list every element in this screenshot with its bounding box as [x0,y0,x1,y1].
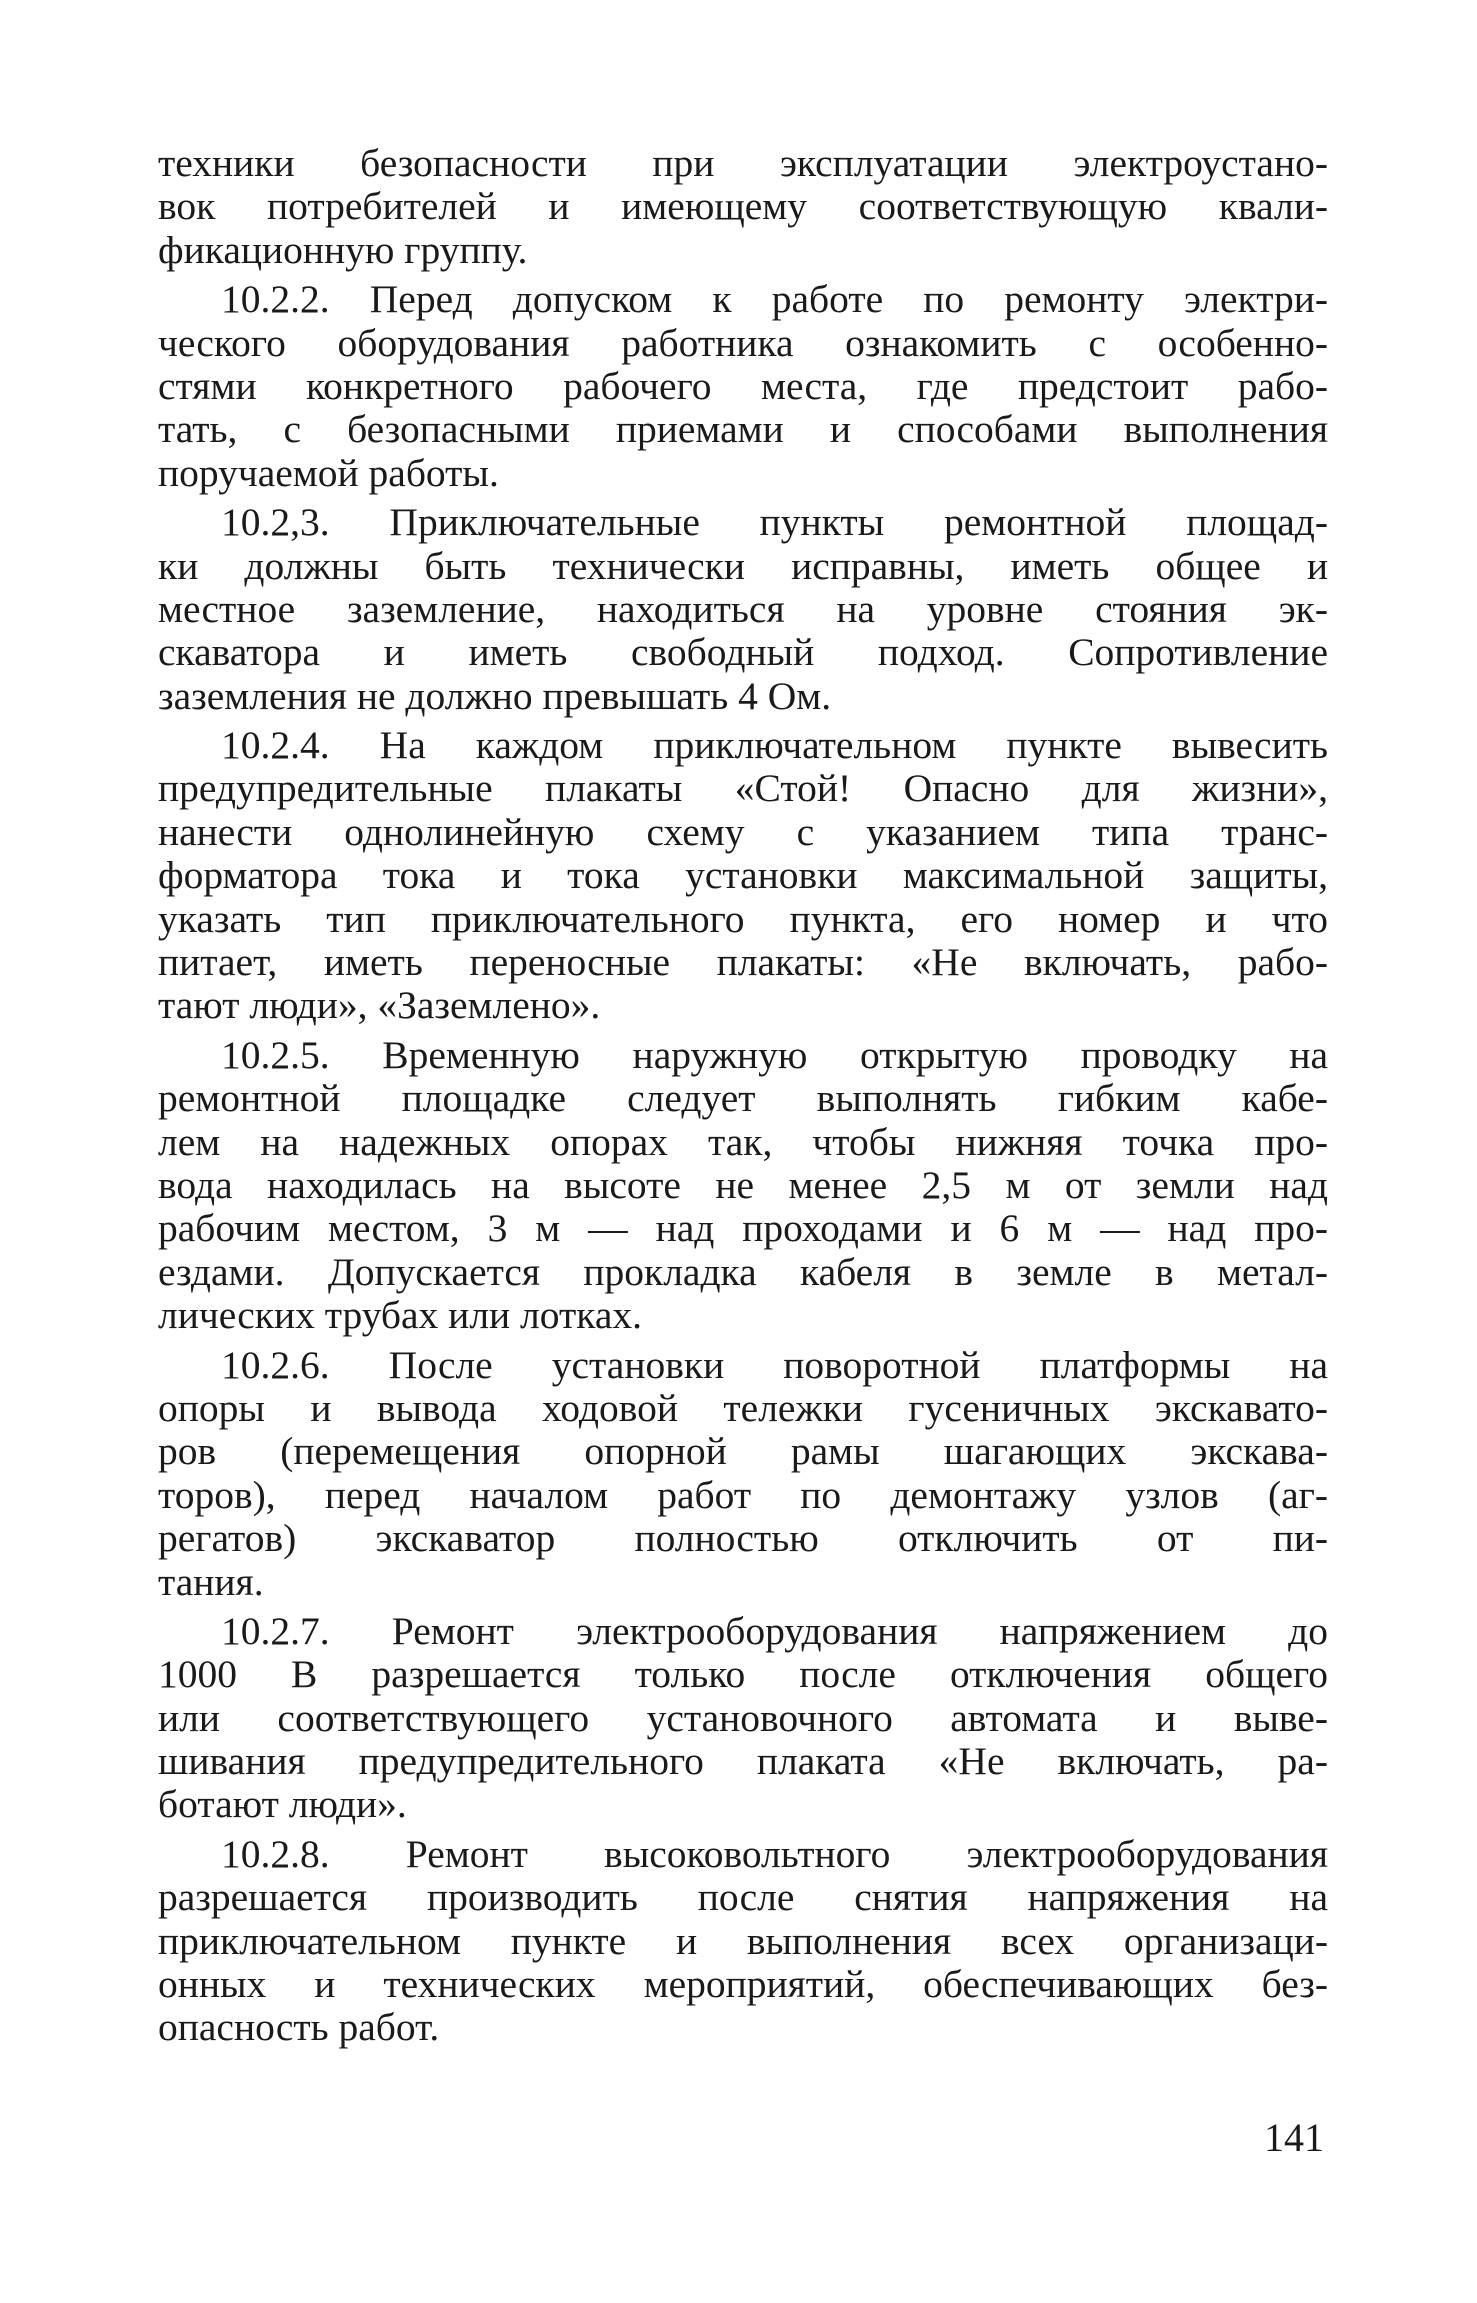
text-line: скаватора и иметь свободный подход. Сопротивление [158,630,1328,675]
text-line: рабочим местом, 3 м — над проходами и 6 м — над про- [158,1206,1328,1251]
paragraph-10-2-3 [158,501,1328,718]
paragraph-10-2-8 [158,1833,1328,2050]
text-line: местное заземление, находиться на уровне стояния эк- [158,586,1328,631]
text-line: торов), перед началом работ по демонтажу узлов (аг- [158,1472,1328,1517]
text-line: 10.2.4. На каждом приключательном пункте вывесить [221,723,1328,768]
text-line: 10.2.8. Ремонт высоковольтного электрооборудования [221,1831,1328,1876]
text-line: тания. [158,1559,264,1604]
text-line: приключательном пункте и выполнения всех организаци- [158,1918,1328,1963]
text-line: вода находилась на высоте не менее 2,5 м от земли над [158,1162,1328,1207]
paragraph-10-2-7 [158,1610,1328,1827]
text-line: 10.2.6. После установки поворотной платформы на [221,1342,1328,1387]
body-text [158,142,1328,2050]
paragraph-10-2-2 [158,278,1328,495]
text-line: вок потребителей и имеющему соответствующую квали- [158,184,1328,229]
text-line: 10.2.7. Ремонт электрооборудования напряжением до [221,1608,1328,1653]
text-line: ремонтной площадке следует выполнять гибким кабе- [158,1076,1328,1121]
text-line: предупредительные плакаты «Стой! Опасно для жизни», [158,766,1328,811]
paragraph-10-2-4 [158,724,1328,1028]
text-line: 10.2.2. Перед допуском к работе по ремонту электри- [221,277,1328,322]
text-line: тать, с безопасными приемами и способами выполнения [158,407,1328,452]
text-line: нанести однолинейную схему с указанием типа транс- [158,809,1328,854]
text-line: 10.2,3. Приключательные пункты ремонтной площад- [221,500,1328,545]
paragraph-10-2-6 [158,1344,1328,1604]
text-line: заземления не должно превышать 4 Ом. [158,673,832,718]
paragraph-continued [158,142,1328,272]
text-line: или соответствующего установочного автомата и выве- [158,1695,1328,1740]
text-line: ездами. Допускается прокладка кабеля в земле в метал- [158,1249,1328,1294]
text-line: шивания предупредительного плаката «Не включать, ра- [158,1739,1328,1784]
text-line: 1000 В разрешается только после отключения общего [158,1652,1328,1697]
text-line: форматора тока и тока установки максимальной защиты, [158,853,1328,898]
text-line: ботают люди». [158,1782,407,1827]
text-line: ки должны быть технически исправны, иметь общее и [158,543,1328,588]
text-line: опасность работ. [158,2005,440,2050]
text-line: лем на надежных опорах так, чтобы нижняя точка про- [158,1119,1328,1164]
page-number: 141 [1264,2115,1324,2160]
text-line: ческого оборудования работника ознакомить с особенно- [158,320,1328,365]
text-line: 10.2.5. Временную наружную открытую проводку на [221,1032,1328,1077]
text-line: стями конкретного рабочего места, где предстоит рабо- [158,363,1328,408]
text-line: онных и технических мероприятий, обеспечивающих без- [158,1962,1328,2007]
paragraph-10-2-5 [158,1034,1328,1338]
text-line: фикационную группу. [158,227,528,272]
text-line: указать тип приключательного пункта, его номер и что [158,896,1328,941]
text-line: ров (перемещения опорной рамы шагающих экскава- [158,1429,1328,1474]
text-line: опоры и вывода ходовой тележки гусеничных экскавато- [158,1385,1328,1430]
text-line: питает, иметь переносные плакаты: «Не включать, рабо- [158,940,1328,985]
text-line: регатов) экскаватор полностью отключить от пи- [158,1516,1328,1561]
text-line: техники безопасности при эксплуатации электроустано- [158,141,1328,185]
text-line: разрешается производить после снятия напряжения на [158,1875,1328,1920]
text-line: поручаемой работы. [158,450,499,495]
text-line: тают люди», «Заземлено». [158,983,601,1028]
text-line: лических трубах или лотках. [158,1293,642,1338]
